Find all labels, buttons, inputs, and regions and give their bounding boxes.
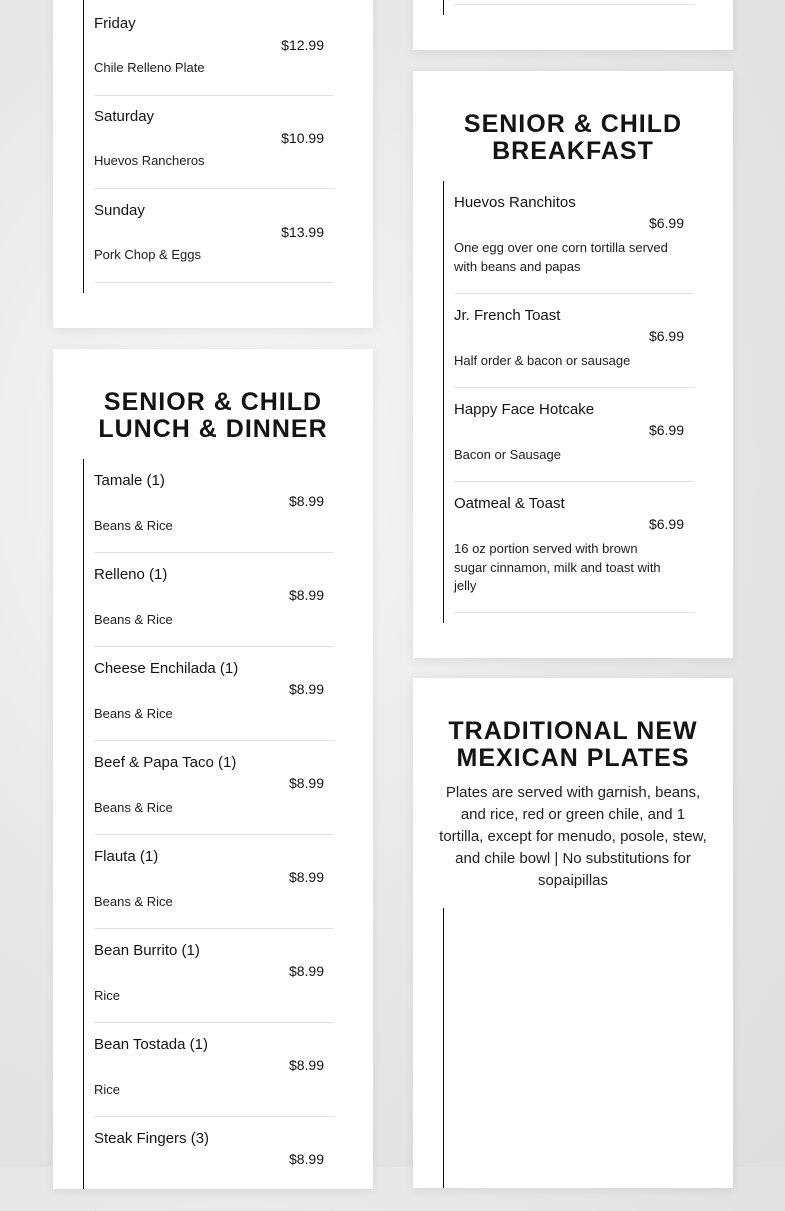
item-price: $8.99 <box>288 587 324 603</box>
item-dish: Chile Relleno Plate <box>94 60 205 75</box>
item-description: Beans & Rice <box>94 518 173 533</box>
item-price: $12.99 <box>281 37 324 53</box>
item-divider <box>454 4 694 5</box>
item-price: $6.99 <box>648 328 684 344</box>
item-price: $8.99 <box>288 493 324 509</box>
item-name: Cheese Enchilada (1) <box>94 660 239 677</box>
list-item <box>94 553 334 647</box>
item-day: Friday <box>94 15 136 32</box>
previous-section-card <box>413 0 733 50</box>
item-name: Bean Burrito (1) <box>94 942 200 959</box>
item-description: One egg over one corn tortilla served with beans and papas <box>454 240 668 274</box>
item-price: $13.99 <box>281 224 324 240</box>
item-name: Huevos Ranchitos <box>454 194 576 211</box>
list-item <box>94 929 334 1023</box>
section-rule <box>443 0 444 15</box>
item-dish: Huevos Rancheros <box>94 153 205 168</box>
item-dish: Pork Chop & Eggs <box>94 247 201 262</box>
item-name: Jr. French Toast <box>454 307 561 324</box>
section-title <box>413 718 733 772</box>
item-price: $10.99 <box>281 130 324 146</box>
item-price: $8.99 <box>288 1151 324 1167</box>
list-item <box>94 459 334 553</box>
item-name: Flauta (1) <box>94 848 159 865</box>
daily-specials-card <box>53 0 373 328</box>
section-title-line1: TRADITIONAL NEW <box>448 717 698 745</box>
item-price: $6.99 <box>648 215 684 231</box>
item-description: Half order & bacon or sausage <box>454 353 631 368</box>
item-price: $8.99 <box>288 963 324 979</box>
section-description: Plates are served with garnish, beans, and rice, red or green chile, and 1 tortilla, except for menudo, posole, stew, and chile bowl | No substitutions for sopaipillas <box>439 784 707 889</box>
list-item <box>454 388 694 482</box>
list-item <box>94 741 334 835</box>
item-name: Relleno (1) <box>94 566 168 583</box>
section-title <box>413 111 733 165</box>
list-item <box>94 835 334 929</box>
item-price: $6.99 <box>648 516 684 532</box>
item-name: Oatmeal & Toast <box>454 495 565 512</box>
item-description: Bacon or Sausage <box>454 447 561 462</box>
list-item <box>94 94 334 189</box>
item-day: Sunday <box>94 202 145 219</box>
section-title-line2: LUNCH & DINNER <box>98 415 328 443</box>
item-description: Rice <box>94 1082 121 1097</box>
section-rule <box>83 0 84 293</box>
item-description: Beans & Rice <box>94 800 173 815</box>
section-title-line1: SENIOR & CHILD <box>463 110 683 138</box>
item-name: Tamale (1) <box>94 472 165 489</box>
item-name: Happy Face Hotcake <box>454 401 595 418</box>
item-description: Beans & Rice <box>94 894 173 909</box>
item-price: $8.99 <box>288 681 324 697</box>
list-item <box>454 181 694 294</box>
item-price: $6.99 <box>648 422 684 438</box>
item-price: $8.99 <box>288 1057 324 1073</box>
item-name: Beef & Papa Taco (1) <box>94 754 237 771</box>
item-day: Saturday <box>94 108 155 125</box>
section-rule <box>443 908 444 1188</box>
list-item <box>94 188 334 283</box>
item-description: 16 oz portion served with brown sugar cinnamon, milk and toast with jelly <box>454 541 661 593</box>
list-item <box>454 294 694 388</box>
list-item <box>454 482 694 613</box>
senior-child-breakfast-card <box>413 71 733 658</box>
list-item <box>94 647 334 741</box>
list-item <box>94 0 334 96</box>
item-name: Steak Fingers (3) <box>94 1130 210 1147</box>
section-title-line2: MEXICAN PLATES <box>456 744 690 772</box>
list-item <box>94 1023 334 1117</box>
traditional-plates-card <box>413 678 733 1188</box>
item-name: Bean Tostada (1) <box>94 1036 208 1053</box>
section-rule <box>83 459 84 1189</box>
item-description: Beans & Rice <box>94 706 173 721</box>
list-item <box>94 1117 334 1211</box>
section-title-line1: SENIOR & CHILD <box>103 388 323 416</box>
item-description: Beans & Rice <box>94 612 173 627</box>
section-rule <box>443 181 444 623</box>
senior-child-lunch-dinner-card <box>53 349 373 1189</box>
section-title-line2: BREAKFAST <box>492 137 654 165</box>
section-title <box>53 389 373 443</box>
item-price: $8.99 <box>288 869 324 885</box>
item-price: $8.99 <box>288 775 324 791</box>
item-description: Rice <box>94 988 121 1003</box>
